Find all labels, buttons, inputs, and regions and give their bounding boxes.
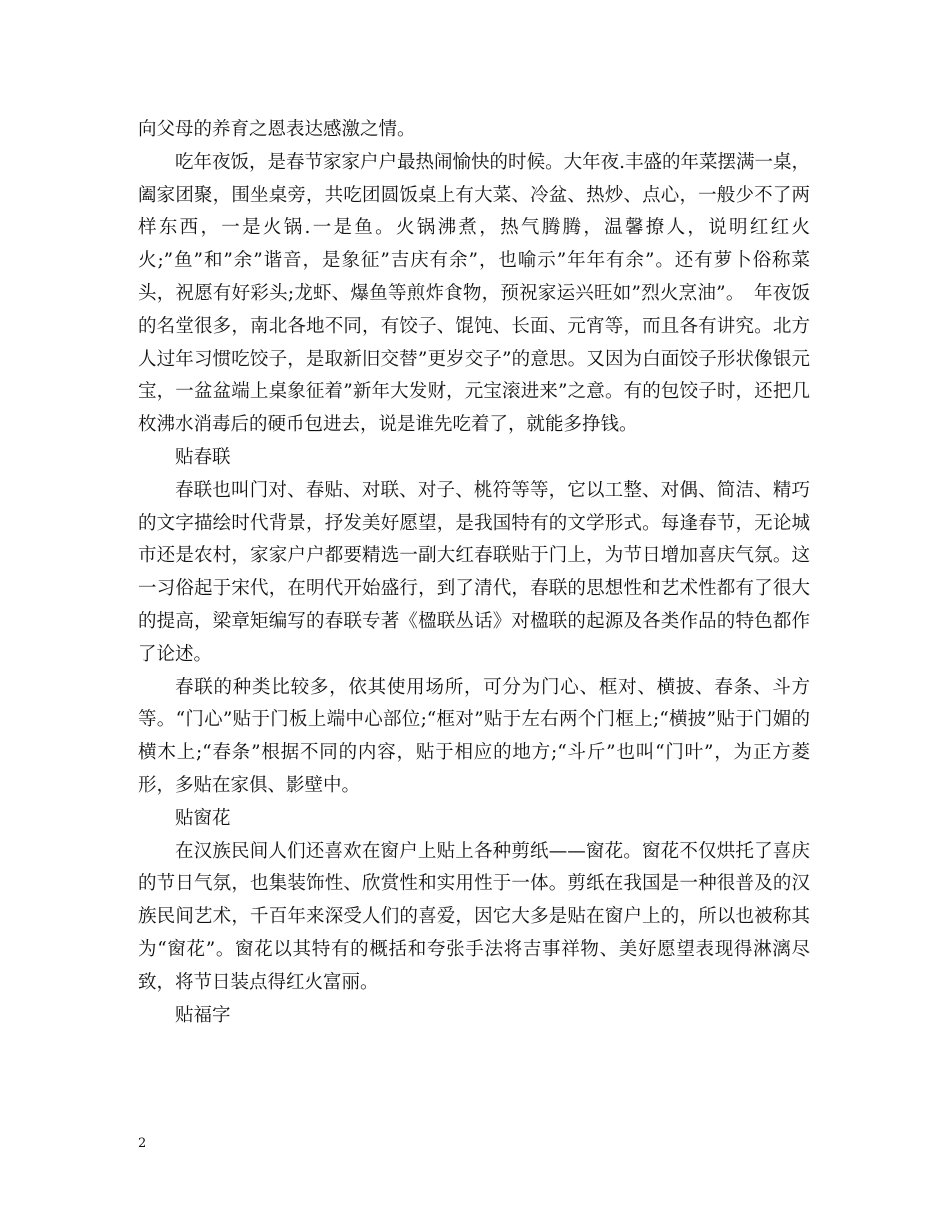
document-body [138,114,810,1032]
paragraph-spring-couplets-history: 春联也叫门对、春贴、对联、对子、桃符等等，它以工整、对偶、简洁、精巧的文字描绘时代背景，抒发美好愿望，是我国特有的文学形式。每逢春节，无论城市还是农村，家家户户都要精选一副大红春联贴于门上，为节日增加喜庆气氛。这一习俗起于宋代，在明代开始盛行，到了清代，春联的思想性和艺术性都有了很大的提高，梁章矩编写的春联专著《楹联丛话》对楹联的起源及各类作品的特色都作了论述。 [138,479,810,665]
paragraph-window-flowers: 在汉族民间人们还喜欢在窗户上贴上各种剪纸——窗花。窗花不仅烘托了喜庆的节日气氛，也集装饰性、欣赏性和实用性于一体。剪纸在我国是一种很普及的汉族民间艺术，千百年来深受人们的喜爱，因它大多是贴在窗户上的，所以也被称其为“窗花”。窗花以其特有的概括和夸张手法将吉事祥物、美好愿望表现得淋漓尽致，将节日装点得红火富丽。 [138,840,810,993]
paragraph-spring-couplets-types: 春联的种类比较多，依其使用场所，可分为门心、框对、横披、春条、斗方等。“门心”贴于门板上端中心部位;“框对”贴于左右两个门框上;“横披”贴于门媚的横木上;“春条”根据不同的内容，贴于相应的地方;“斗斤”也叫“门叶”，为正方菱形，多贴在家俱、影壁中。 [138,676,810,796]
page-number: 2 [138,1136,147,1151]
paragraph-intro-end: 向父母的养育之恩表达感激之情。 [138,119,416,140]
section-heading-spring-couplets: 贴春联 [175,446,231,468]
paragraph-new-year-eve-dinner: 吃年夜饭，是春节家家户户最热闹愉快的时候。大年夜.丰盛的年菜摆满一桌，阖家团聚，围坐桌旁，共吃团圆饭桌上有大菜、冷盆、热炒、点心，一般少不了两样东西，一是火锅.一是鱼。火锅沸煮，热气腾腾，温馨撩人，说明红红火火;”鱼”和”余”谐音，是象征”吉庆有余”，也喻示”年年有余”。还有萝卜俗称菜头，祝愿有好彩头;龙虾、爆鱼等煎炸食物，预祝家运兴旺如”烈火烹油”。 年夜饭的名堂很多，南北各地不同，有饺子、馄饨、长面、元宵等，而且各有讲究。北方人过年习惯吃饺子，是取新旧交替”更岁交子”的意思。又因为白面饺子形状像银元宝，一盆盆端上桌象征着”新年大发财，元宝滚进来”之意。有的包饺子时，还把几枚沸水消毒后的硬币包进去，说是谁先吃着了，就能多挣钱。 [138,151,810,436]
section-heading-window-flowers: 贴窗花 [175,807,231,829]
section-heading-fu-character: 贴福字 [175,1004,231,1026]
